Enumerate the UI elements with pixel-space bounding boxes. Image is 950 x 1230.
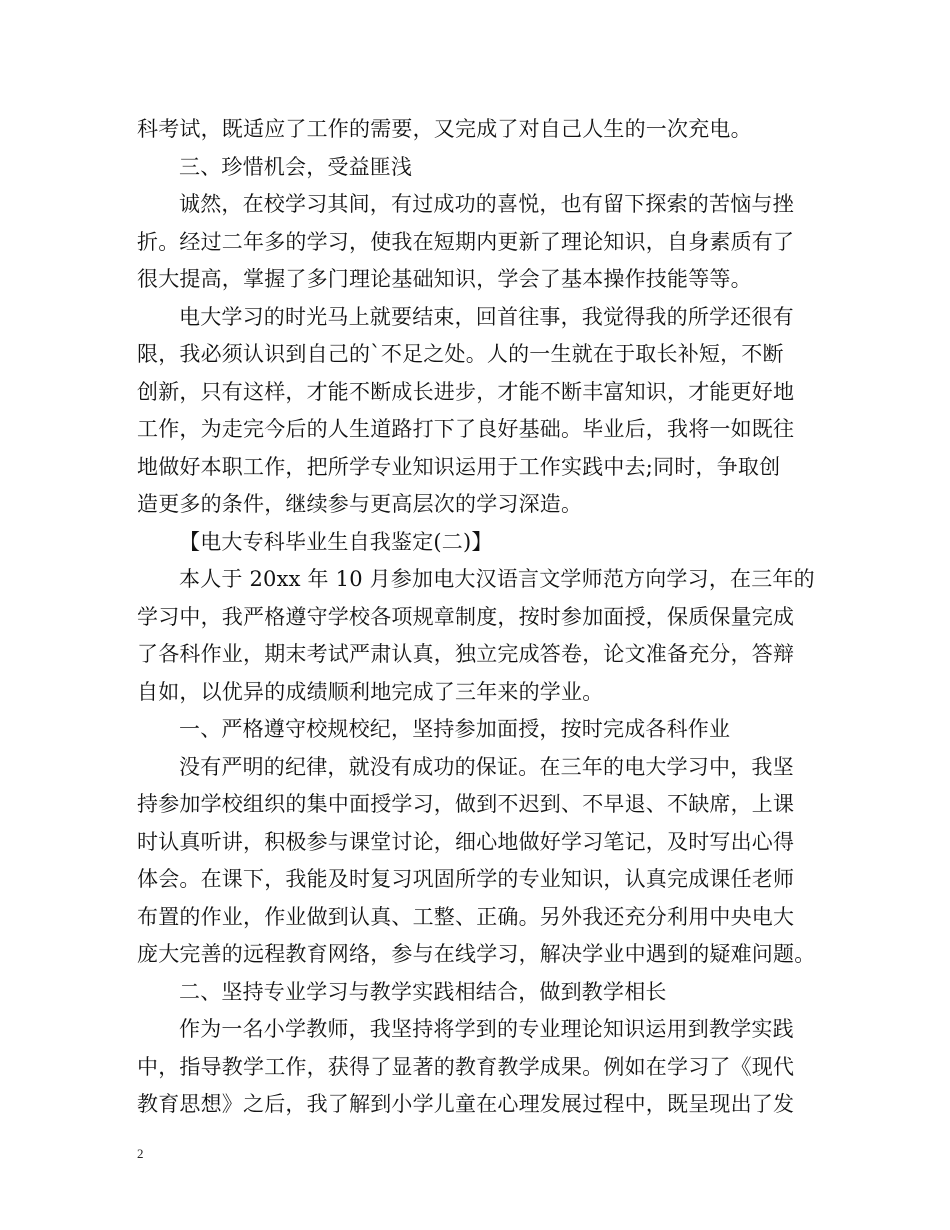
text-line: 限，我必须认识到自己的`不足之处。人的一生就在于取长补短，不断	[137, 342, 784, 366]
text-line: 体会。在课下，我能及时复习巩固所学的专业知识，认真完成课任老师	[137, 867, 795, 891]
text-line: 时认真听讲，积极参与课堂讨论，细心地做好学习笔记，及时写出心得	[137, 829, 795, 854]
text-line: 造更多的条件，继续参与更高层次的学习深造。	[137, 492, 583, 516]
text-line: 科考试，既适应了工作的需要，又完成了对自己人生的一次充电。	[137, 117, 752, 141]
text-line: 诚然，在校学习其间，有过成功的喜悦，也有留下探索的苦恼与挫	[179, 192, 794, 216]
text-line: 布置的作业，作业做到认真、工整、正确。另外我还充分利用中央电大	[137, 904, 795, 929]
text-line: 一、严格遵守校规校纪，坚持参加面授，按时完成各科作业	[179, 717, 731, 741]
text-line: 折。经过二年多的学习，使我在短期内更新了理论知识，自身素质有了	[137, 229, 795, 254]
text-line: 二、坚持专业学习与教学实践相结合，做到教学相长	[179, 979, 667, 1004]
text-line: 中，指导教学工作，获得了显著的教育教学成果。例如在学习了《现代	[137, 1054, 795, 1079]
text-line: 学习中，我严格遵守学校各项规章制度，按时参加面授，保质保量完成	[137, 604, 795, 629]
text-line: 【电大专科毕业生自我鉴定(二)】	[179, 529, 493, 554]
text-line: 没有严明的纪律，就没有成功的保证。在三年的电大学习中，我坚	[179, 754, 794, 779]
text-line: 自如，以优异的成绩顺利地完成了三年来的学业。	[137, 679, 604, 704]
text-line: 庞大完善的远程教育网络，参与在线学习，解决学业中遇到的疑难问题。	[137, 942, 816, 966]
text-line: 地做好本职工作，把所学专业知识运用于工作实践中去;同时，争取创	[137, 454, 781, 479]
text-line: 教育思想》之后，我了解到小学儿童在心理发展过程中，既呈现出了发	[137, 1092, 795, 1116]
text-line: 三、珍惜机会，受益匪浅	[179, 154, 413, 179]
text-line: 创新，只有这样，才能不断成长进步，才能不断丰富知识，才能更好地	[137, 379, 795, 404]
page-number: 2	[137, 1146, 144, 1161]
text-line: 了各科作业，期末考试严肃认真，独立完成答卷，论文准备充分，答辩	[137, 642, 795, 666]
text-line: 本人于 20xx 年 10 月参加电大汉语言文学师范方向学习，在三年的	[179, 567, 815, 591]
text-line: 作为一名小学教师，我坚持将学到的专业理论知识运用到教学实践	[179, 1017, 794, 1041]
text-line: 工作，为走完今后的人生道路打下了良好基础。毕业后，我将一如既往	[137, 417, 795, 441]
document-body	[137, 111, 837, 1124]
text-line: 持参加学校组织的集中面授学习，做到不迟到、不早退、不缺席，上课	[137, 792, 795, 816]
text-line: 很大提高，掌握了多门理论基础知识，学会了基本操作技能等等。	[137, 267, 752, 291]
text-line: 电大学习的时光马上就要结束，回首往事，我觉得我的所学还很有	[179, 304, 794, 329]
